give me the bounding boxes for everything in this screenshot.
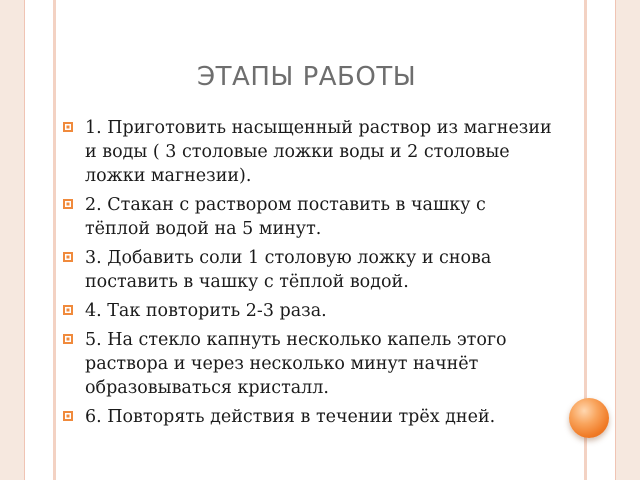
bullet-text: 4. Так повторить 2-3 раза.	[85, 301, 327, 321]
bullet-text: 6. Повторять действия в течении трёх дней.	[85, 407, 496, 427]
orange-square-bullet-icon	[63, 122, 73, 132]
orange-square-bullet-icon	[63, 199, 73, 209]
bullet-list	[63, 116, 553, 434]
orange-square-bullet-icon	[63, 334, 73, 344]
bullet-item-1	[63, 116, 553, 188]
bullet-item-6	[63, 405, 553, 429]
bullet-text: 5. На стекло капнуть несколько капель этого раствора и через несколько минут начнёт образовываться кристалл.	[85, 330, 507, 398]
bullet-text: 3. Добавить соли 1 столовую ложку и снова поставить в чашку с тёплой водой.	[85, 248, 492, 292]
bullet-text: 2. Стакан с раствором поставить в чашку с тёплой водой на 5 минут.	[85, 195, 486, 239]
slide-title: ЭТАПЫ РАБОТЫ	[197, 62, 417, 92]
orange-circle-decoration	[569, 398, 609, 438]
bullet-item-5	[63, 328, 553, 400]
bullet-item-4	[63, 299, 553, 323]
slide	[24, 0, 616, 480]
orange-square-bullet-icon	[63, 252, 73, 262]
bullet-item-3	[63, 246, 553, 294]
bullet-item-2	[63, 193, 553, 241]
orange-square-bullet-icon	[63, 411, 73, 421]
slide-border-left	[53, 0, 56, 480]
bullet-text: 1. Приготовить насыщенный раствор из магнезии и воды ( 3 столовые ложки воды и 2 столовые ложки магнезии).	[85, 118, 552, 186]
orange-square-bullet-icon	[63, 305, 73, 315]
